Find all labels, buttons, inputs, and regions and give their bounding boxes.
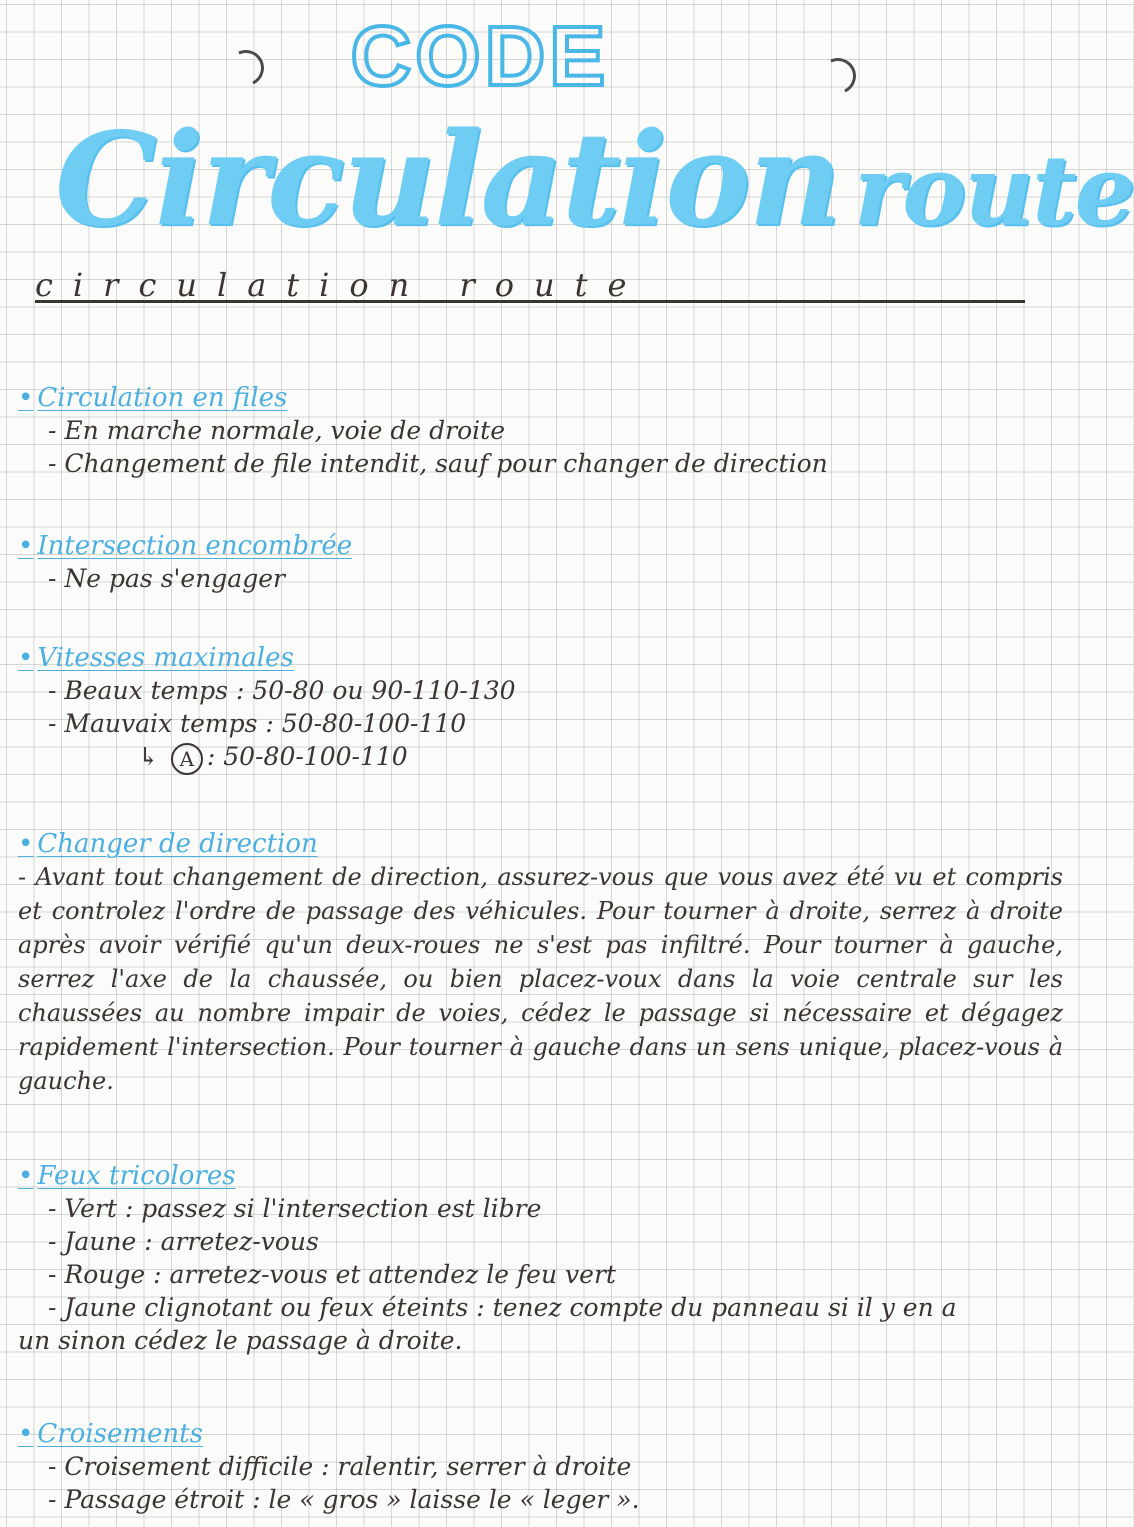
- section-heading: [18, 382, 1068, 414]
- bullet-icon: •: [18, 383, 34, 413]
- section-heading: [18, 1160, 1068, 1192]
- section-heading: [18, 1418, 1068, 1450]
- section-title: Circulation en files: [37, 383, 288, 413]
- section-title: Croisements: [37, 1419, 203, 1449]
- list-item: - Vert : passez si l'intersection est libre: [48, 1194, 542, 1223]
- binder-hole-left-icon: [223, 45, 269, 91]
- section-heading: [18, 530, 1068, 562]
- list-item: - Croisement difficile : ralentir, serrer à droite: [48, 1452, 632, 1481]
- bullet-icon: •: [18, 531, 34, 561]
- section-title: Vitesses maximales: [37, 643, 294, 673]
- direction-paragraph: - Avant tout changement de direction, assurez-vous que vous avez été vu et compris et controlez l'ordre de passage des véhicules. Pour tourner à droite, serrez à droite après avoir vérifié qu'un deux-roues ne s'est pas infiltré. Pour tourner à gauche, serrez l'axe de la chaussée, ou bien placez-voux dans la voie centrale sur les chaussées au nombre impair de voies, cédez le passage si nécessaire et dégagez rapidement l'intersection. Pour tourner à gauche dans un sens unique, placez-vous à gauche.: [18, 863, 1063, 1095]
- list-item: - Jaune clignotant ou feux éteints : tenez compte du panneau si il y en a: [48, 1293, 957, 1322]
- section-circulation-files: [18, 382, 1068, 480]
- speed-beau-temps: - Beaux temps : 50-80 ou 90-110-130: [48, 676, 516, 705]
- section-title: Changer de direction: [37, 829, 318, 859]
- list-item: - Rouge : arretez-vous et attendez le feu vert: [48, 1260, 616, 1289]
- section-vitesses: [18, 642, 1068, 775]
- speed-mauvais-temps: - Mauvaix temps : 50-80-100-110: [48, 709, 467, 738]
- section-heading: [18, 828, 1068, 860]
- section-heading: [18, 642, 1068, 674]
- list-item: - Jaune : arretez-vous: [48, 1227, 319, 1256]
- list-item: - Passage étroit : le « gros » laisse le « leger ».: [48, 1485, 640, 1514]
- speed-apprenti: [18, 740, 1068, 775]
- binder-hole-right-icon: [815, 53, 861, 99]
- title-word-route: route: [853, 134, 1134, 247]
- a-badge: A: [171, 743, 203, 775]
- bullet-icon: •: [18, 829, 34, 859]
- a-values: : 50-80-100-110: [206, 742, 408, 771]
- list-item-continuation: un sinon cédez le passage à droite.: [18, 1326, 463, 1355]
- bullet-icon: •: [18, 1419, 34, 1449]
- section-croisements: [18, 1418, 1068, 1516]
- bullet-icon: •: [18, 643, 34, 673]
- arrow-icon: ↳: [138, 742, 159, 771]
- section-feux: [18, 1160, 1068, 1357]
- section-title: Feux tricolores: [37, 1161, 236, 1191]
- subtitle: circulation route: [35, 270, 1025, 303]
- list-item: - En marche normale, voie de droite: [48, 416, 505, 445]
- section-title: Intersection encombrée: [37, 531, 353, 561]
- section-intersection: [18, 530, 1068, 595]
- code-title: CODE: [350, 9, 610, 103]
- main-title: [55, 105, 1134, 255]
- title-word-circulation: Circulation: [55, 105, 840, 255]
- bullet-icon: •: [18, 1161, 34, 1191]
- section-direction: [18, 828, 1068, 1098]
- list-item: - Ne pas s'engager: [48, 564, 285, 593]
- list-item: - Changement de file intendit, sauf pour changer de direction: [48, 449, 828, 478]
